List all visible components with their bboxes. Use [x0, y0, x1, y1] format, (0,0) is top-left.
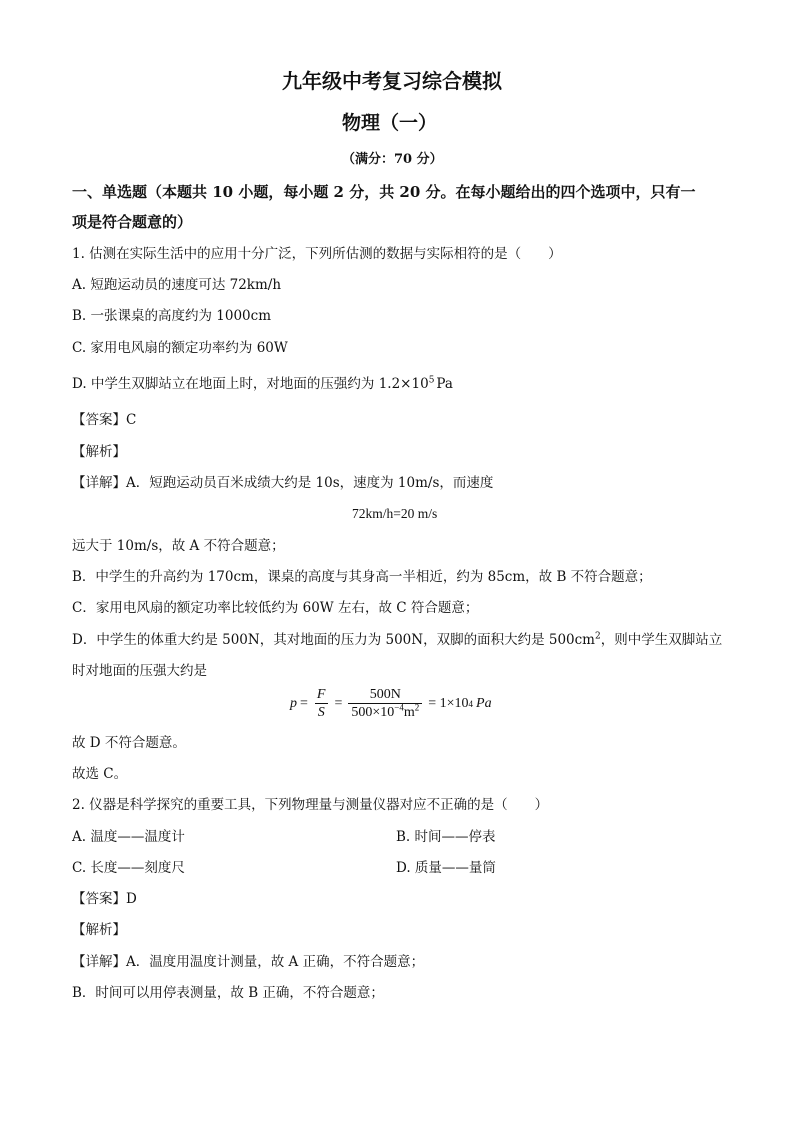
eq-area-value	[348, 703, 422, 721]
eq-equals-1: =	[300, 695, 308, 711]
q1-option-b: B. 一张课桌的高度约为 1000cm	[72, 308, 272, 324]
q1-detail-d-text: D．中学生的体重大约是 500N，其对地面的压力为 500N，双脚的面积大约是 500cm	[72, 632, 595, 648]
q1-option-d	[72, 375, 453, 393]
q1-detail-d-text-cont: ，则中学生双脚站立	[600, 632, 723, 648]
q2-option-c: C. 长度——刻度尺	[72, 860, 185, 876]
q1-detail-b: B．中学生的升高约为 170cm，课桌的高度与其身高一半相近，约为 85cm，故 B 不符合题意；	[72, 569, 652, 585]
q1-detail-c: C．家用电风扇的额定功率比较低约为 60W 左右，故 C 符合题意；	[72, 600, 479, 616]
score-note: （满分：70 分）	[342, 152, 443, 167]
q2-option-b: B. 时间——停表	[396, 829, 496, 845]
q1-detail-d	[72, 631, 722, 649]
q1-analysis-label: 【解析】	[72, 444, 126, 460]
eq-area-symbol: S	[315, 703, 328, 721]
q1-option-d-exponent: 5	[428, 375, 435, 386]
eq-area-base: 500×10	[351, 705, 395, 720]
pressure-equation: p = $\frac{F}{S}$ = $\frac{500N}{500\times 10^{-4}m^2}$ = 1×10 4 Pa	[290, 687, 492, 720]
q2-answer: 【答案】D	[72, 891, 137, 907]
q1-formula-speed: 72km/h=20 m/s	[352, 506, 438, 521]
q2-option-a: A. 温度——温度计	[72, 829, 185, 845]
eq-force-value: 500N	[369, 687, 401, 702]
exam-title: 九年级中考复习综合模拟	[282, 69, 502, 93]
eq-fraction-numeric	[348, 686, 422, 721]
eq-area-unit-exponent: 2	[414, 702, 420, 713]
q1-option-c: C. 家用电风扇的额定功率约为 60W	[72, 340, 288, 356]
q1-detail-a-cont: 远大于 10m/s，故 A 不符合题意；	[72, 538, 285, 554]
q1-detail-a: 【详解】A．短跑运动员百米成绩大约是 10s，速度为 10m/s，而速度	[72, 475, 494, 491]
q2-detail-b: B．时间可以用停表测量，故 B 正确，不符合题意；	[72, 985, 384, 1001]
q1-option-a: A. 短跑运动员的速度可达 72km/h	[72, 277, 282, 293]
q2-analysis-label: 【解析】	[72, 922, 126, 938]
section-heading-line1: 一、单选题（本题共 10 小题，每小题 2 分，共 20 分。在每小题给出的四个选项中，只有一	[72, 183, 696, 201]
q1-option-d-text: D. 中学生双脚站立在地面上时，对地面的压强约为 1.2×10	[72, 376, 429, 392]
q2-stem: 2. 仪器是科学探究的重要工具，下列物理量与测量仪器对应不正确的是（ ）	[72, 797, 549, 813]
eq-area-exponent: −4	[394, 702, 404, 713]
q1-detail-d-end: 故 D 不符合题意。	[72, 735, 186, 751]
eq-area-unit: m	[403, 705, 415, 720]
q1-conclusion: 故选 C。	[72, 766, 128, 782]
section-heading-line2: 项是符合题意的）	[72, 213, 193, 231]
q1-option-d-unit: Pa	[436, 376, 453, 392]
eq-force-symbol: F	[316, 687, 326, 702]
q1-detail-d-exponent: 2	[595, 631, 601, 642]
q1-detail-d-line2: 时对地面的压强大约是	[72, 663, 207, 679]
eq-equals-2: =	[334, 695, 343, 711]
eq-fraction-symbolic	[314, 686, 329, 721]
exam-subtitle: 物理（一）	[342, 112, 438, 134]
eq-result: = 1×10	[428, 695, 469, 711]
q1-answer: 【答案】C	[72, 412, 137, 428]
q1-stem: 1. 估测在实际生活中的应用十分广泛，下列所估测的数据与实际相符的是（ ）	[72, 246, 562, 262]
q2-detail-a: 【详解】A．温度用温度计测量，故 A 正确，不符合题意；	[72, 954, 425, 970]
eq-pressure-symbol: p	[290, 695, 297, 711]
eq-result-unit: Pa	[476, 695, 492, 711]
q2-option-d: D. 质量——量筒	[396, 860, 496, 876]
